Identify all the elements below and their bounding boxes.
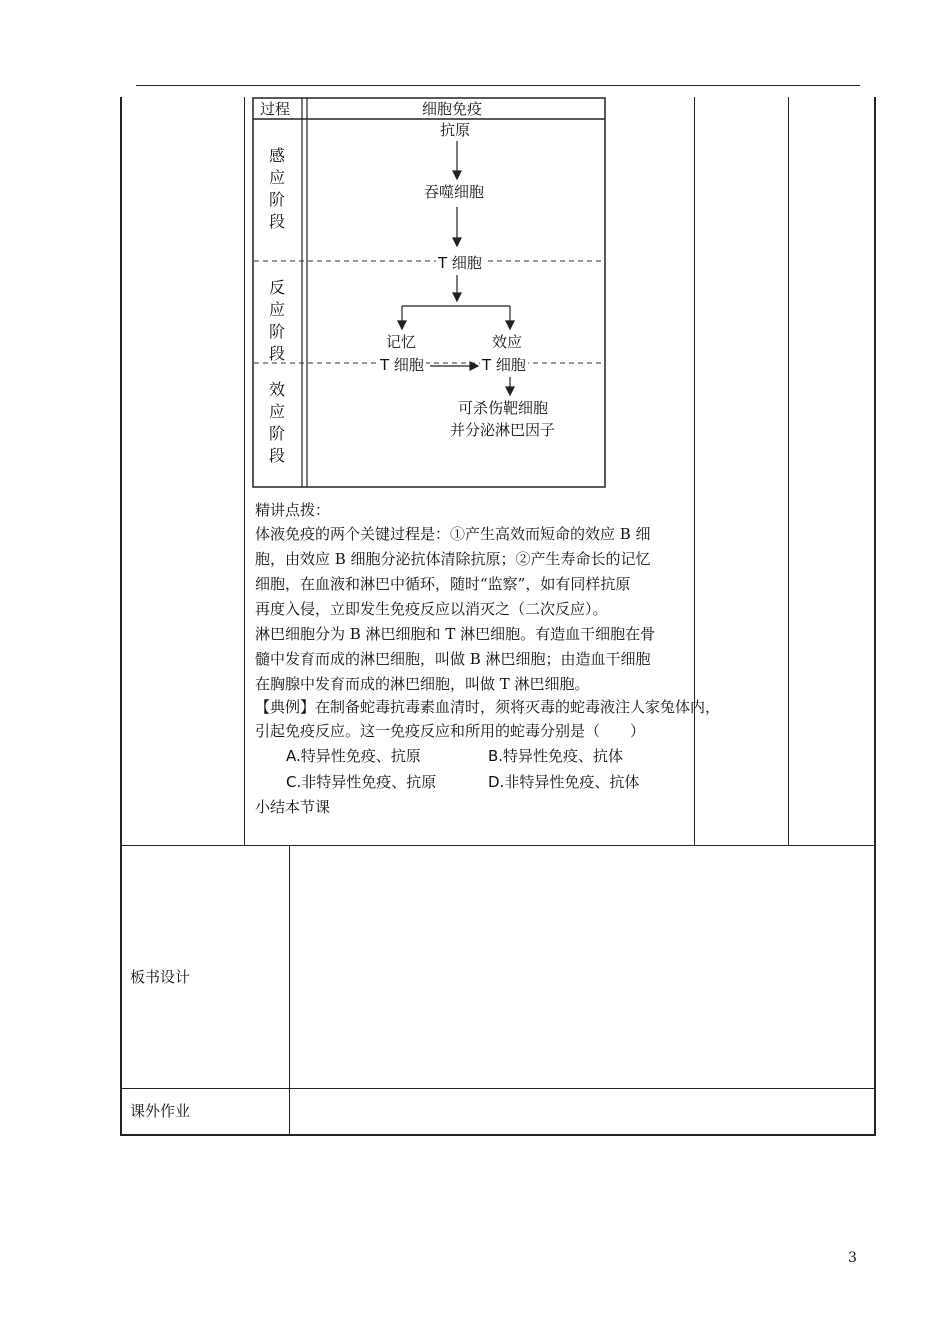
homework-label: 课外作业: [130, 1102, 191, 1120]
notes-line: 体液免疫的两个关键过程是：①产生高效而短命的效应 B 细: [255, 525, 651, 543]
header-rule: [136, 85, 860, 86]
notes-line: 在胸腺中发育而成的淋巴细胞，叫做 T 淋巴细胞。: [255, 675, 590, 693]
node-result-2: 并分泌淋巴因子: [450, 421, 556, 439]
node-memory-top: 记忆: [386, 333, 417, 351]
notes-line: 再度入侵，立即发生免疫反应以消灭之（二次反应）。: [255, 600, 608, 618]
example-question-line2: 引起免疫反应。这一免疫反应和所用的蛇毒分别是（ ）: [255, 722, 646, 740]
stage-effect-label: 效应阶段: [268, 380, 285, 465]
stage-induction-label: 感应阶段: [268, 146, 285, 231]
node-phagocyte: 吞噬细胞: [424, 183, 485, 201]
option-b: B.特异性免疫、抗体: [488, 747, 624, 765]
example-question-line1: 【典例】在制备蛇毒抗毒素血清时，须将灭毒的蛇毒液注人家兔体内，: [255, 698, 721, 716]
option-a: A.特异性免疫、抗原: [286, 747, 421, 765]
notes-heading: 精讲点拨：: [255, 501, 331, 519]
option-c: C.非特异性免疫、抗原: [286, 773, 437, 791]
stage-reaction-label: 反应阶段: [268, 278, 285, 363]
node-effector-top: 效应: [492, 333, 523, 351]
node-result-1: 可杀伤靶细胞: [458, 399, 549, 417]
option-d: D.非特异性免疫、抗体: [488, 773, 640, 791]
notes-line: 髓中发育而成的淋巴细胞，叫做 B 淋巴细胞；由造血干细胞: [255, 650, 651, 668]
diagram-header-type: 细胞免疫: [422, 100, 483, 118]
node-memory-bottom: T 细胞: [380, 356, 424, 374]
summary-label: 小结本节课: [255, 798, 331, 816]
page-number: 3: [848, 1250, 857, 1266]
cellular-immunity-diagram: [252, 97, 606, 488]
node-antigen: 抗原: [440, 121, 471, 139]
node-effector-bottom: T 细胞: [482, 356, 526, 374]
node-t-cell: T 细胞: [438, 254, 482, 272]
notes-line: 淋巴细胞分为 B 淋巴细胞和 T 淋巴细胞。有造血干细胞在骨: [255, 625, 656, 643]
board-design-label: 板书设计: [130, 968, 191, 986]
notes-line: 细胞，在血液和淋巴中循环，随时“监察”，如有同样抗原: [255, 575, 631, 593]
notes-line: 胞，由效应 B 细胞分泌抗体清除抗原；②产生寿命长的记忆: [255, 550, 651, 568]
diagram-header-process: 过程: [260, 100, 291, 118]
